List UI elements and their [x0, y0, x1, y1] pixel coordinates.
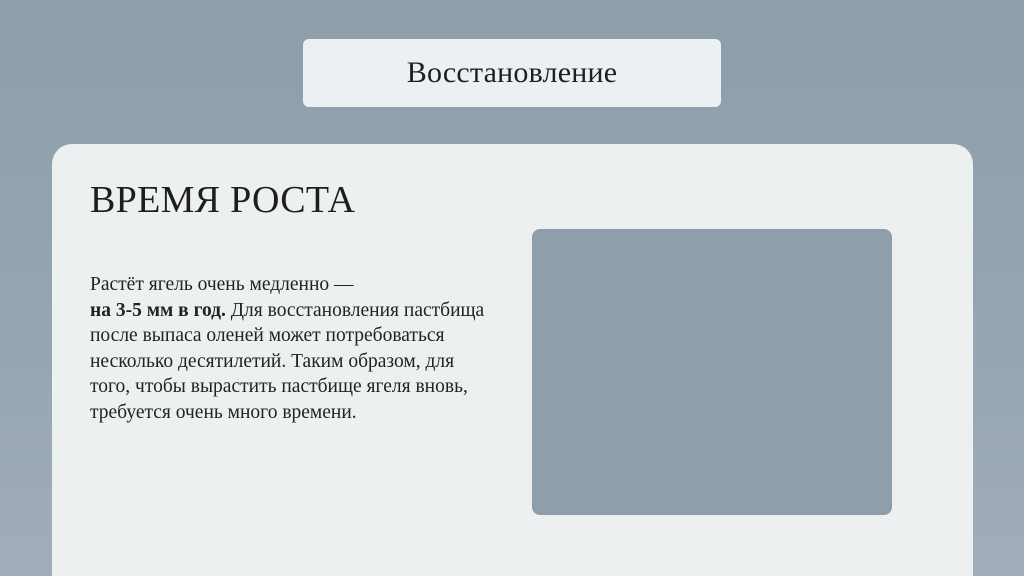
paragraph-line-1: Растёт ягель очень медленно — [90, 274, 354, 295]
card-paragraph [90, 272, 490, 425]
content-card [52, 144, 973, 576]
card-heading: ВРЕМЯ РОСТА [90, 179, 356, 221]
slide-title-box [303, 39, 721, 107]
paragraph-rest: Для восстановления пастбища после выпаса оленей может потребоваться несколько десятилетий. Таким образом, для того, чтобы вырастить пастбище ягеля вновь, требуется очень много времени. [90, 299, 485, 423]
image-placeholder [532, 229, 892, 515]
slide-title: Восстановление [406, 56, 618, 89]
paragraph-bold-text: на 3-5 мм в год. [90, 299, 226, 321]
